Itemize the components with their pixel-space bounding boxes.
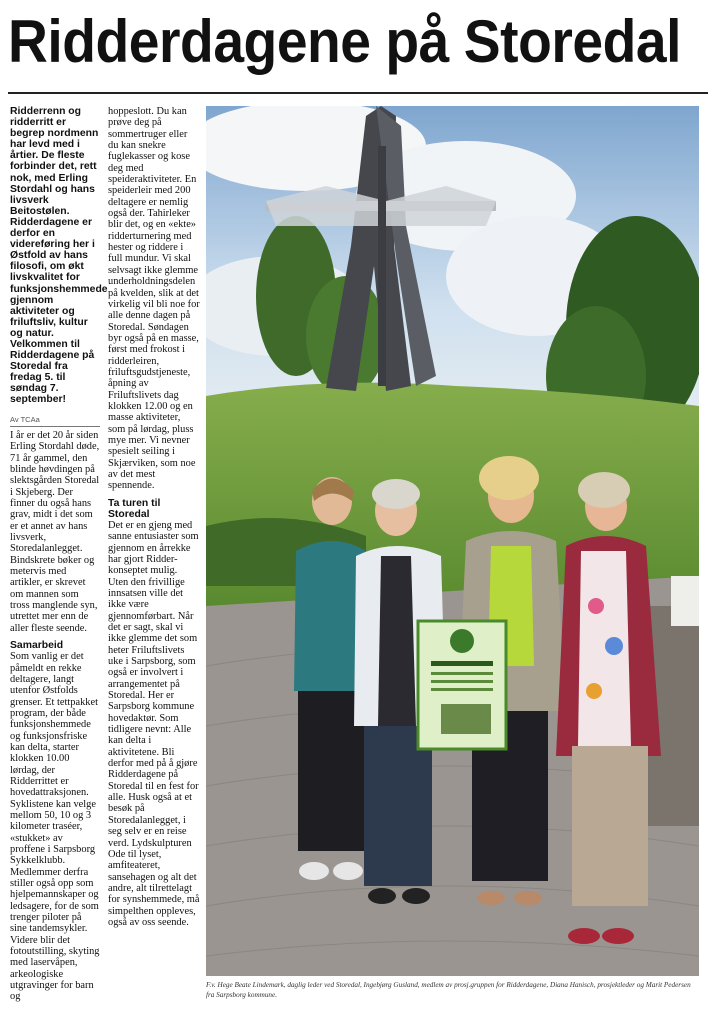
sign-board [671, 576, 699, 626]
photo-illustration [206, 106, 699, 976]
headline-rule [8, 92, 708, 94]
text-column-1 [10, 106, 108, 1003]
body-paragraph-1: I år er det 20 år siden Erling Stordahl døde, 71 år gammel, den blinde høvdingen på slektsgården Storedal i Skjeberg. Der finner du også hans grav, midt i det som er et annet av hans livsverk, Storedalanlegget. Bindskrete bøker og metervis med artikler, er skrevet om mannen som tross manglende syn, utrettet mer enn de aller fleste seende. [10, 429, 100, 634]
body-paragraph-4: Det er en gjeng med sanne entusiaster som gjennom en årrekke har gjort Ridder-konseptet mulig. Uten den frivillige innsatsen ville det ikke være gjennomførbart. Når det er sagt, skal vi ikke glemme det som heter Friluftslivets uke i Sarpsborg, som også er involvert i arrangementet på Storedal. Her er Sarpsborg kommune hovedaktør. Som tidligere nevnt: Alle kan delta i aktivitetene. Bli derfor med på å gjøre Ridderdagene på Storedal til en fest for alle. Husk også at et besøk på Storedalanlegget, i seg selv er en reise verd. Lydskulpturen Ode til lyset, amfiteateret, sansehagen og alt det andre, alt tilrettelagt for synshemmede, må simpelthen oppleves, også av oss seende. [108, 519, 200, 928]
subhead-ta-turen: Ta turen til Storedal [108, 497, 161, 520]
body-paragraph-2: Som vanlig er det påmeldt en rekke deltagere, langt utenfor Østfolds grenser. Et tettpakket program, der både funksjonshemmede og funksjonsfriske kan delta, starter klokken 10.00 lørdag, der Ridderrittet er hovedattraksjonen. Syklistene kan velge mellom 50, 10 og 3 kilometer traséer, «stukket» av proffene i Sarpsborg Sykkelklubb. Medlemmer derfra stiller også opp som hjelpemannskaper og ledsagere, for de som trenger piloter på sine tandemsykler. Videre blir det fotoutstilling, skyting med laservåpen, arkeologiske utgravinger for barn og [10, 651, 100, 1003]
text-column-2 [108, 106, 200, 928]
byline-rule [10, 426, 100, 427]
poster [418, 621, 506, 749]
article-photo [206, 106, 699, 976]
ingress: Ridderrenn og ridderritt er begrep nordmenn har levd med i årtier. De fleste forbinder det, rett nok, med Erling Stordahl og hans livsverk Beitostølen. Ridderdagene er derfor en videreføring her i Østfold av hans filosofi, om økt livskvalitet for funksjonshemmede gjennom aktiviteter og friluftsliv, kultur og natur. Velkommen til Ridderdagene på Storedal fra fredag 5. til søndag 7. september! [10, 106, 108, 406]
headline: Ridderdagene på Storedal [8, 8, 681, 75]
byline: Av TCAa [10, 414, 40, 424]
body-paragraph-3: hoppeslott. Du kan prøve deg på sommertruger eller du kan snekre fuglekasser og kose deg med speideraktiviteter. En speiderleir med 200 deltagere er nemlig også der. Tahirleker blir det, og en «ekte» ridderturnering med hester og riddere i full mundur. Vi skal selvsagt ikke glemme underholdningsdelen på kvelden, slik at det virkelig vil bli noe for alle denne dagen på Storedal. Søndagen byr også på en masse, først med frokost i ridderleiren, friluftsgudstjeneste, åpning av Friluftslivets dag klokken 12.00 og en masse aktiviteter, som på lørdag, pluss mye mer. Vi nevner spesielt seiling i Skjærviken, som noe av det mest spennende. [108, 106, 200, 492]
subhead-samarbeid: Samarbeid [10, 640, 64, 652]
photo-caption: F.v. Hege Beate Lindemark, daglig leder ved Storedal, Ingebjørg Gusland, medlem av prosj.gruppen for Ridderdagene, Diana Hanisch, prosjektleder og Marit Pedersen fra Sarpsborg kommune. [206, 981, 691, 999]
